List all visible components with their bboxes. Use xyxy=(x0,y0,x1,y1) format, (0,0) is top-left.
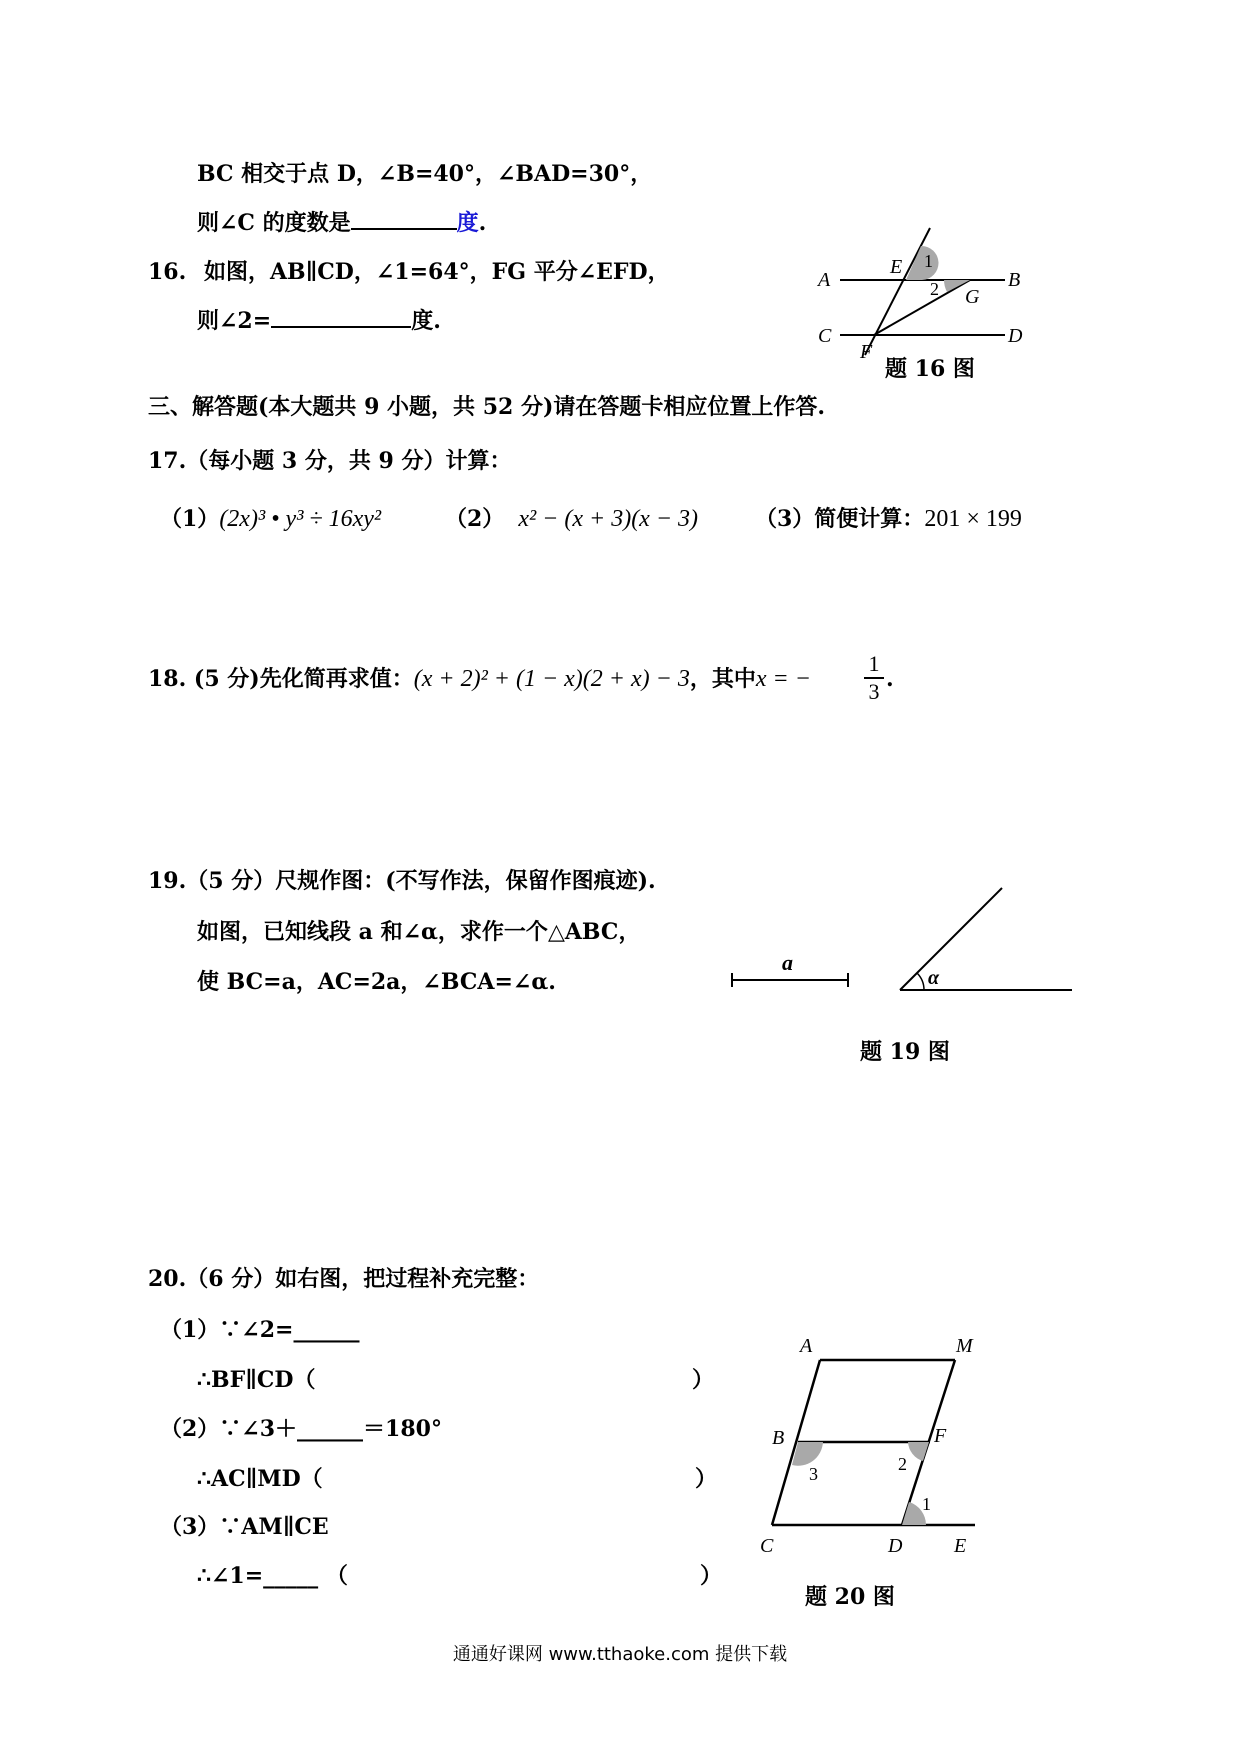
q20-p3a: （3）∵AM∥CE xyxy=(160,1514,329,1540)
q16-text: 如图，AB∥CD，∠1=64°，FG 平分∠EFD， xyxy=(203,259,670,285)
q16-num: 16. xyxy=(148,259,187,285)
q16-line2-post: 度. xyxy=(411,308,441,334)
q20-p1b xyxy=(197,1366,315,1394)
q20-p2a: （2）∵∠3＋______＝180° xyxy=(160,1416,442,1442)
q18-line xyxy=(148,665,811,693)
q16-label-b: B xyxy=(1008,269,1021,291)
q15-line2-pre: 则∠C 的度数是 xyxy=(197,210,351,236)
q17-part1 xyxy=(160,505,381,533)
q16-answer-blank[interactable] xyxy=(271,306,411,328)
q15-answer-blank[interactable] xyxy=(351,208,457,230)
q20-p1a: （1）∵∠2=______ xyxy=(160,1317,360,1343)
q16-label-c: C xyxy=(818,325,832,347)
q19-head: 19.（5 分）尺规作图：(不写作法，保留作图痕迹). xyxy=(148,868,656,894)
q15-line2 xyxy=(197,208,486,237)
q19-line3: 使 BC=a，AC=2a，∠BCA=∠α. xyxy=(197,969,556,995)
q15-end: . xyxy=(478,210,487,236)
q16-line2-pre: 则∠2= xyxy=(197,308,272,334)
q20-label-a: A xyxy=(800,1335,813,1357)
section3-title: 三、解答题(本大题共 9 小题，共 52 分)请在答题卡相应位置上作答. xyxy=(148,394,826,420)
q16-caption: 题 16 图 xyxy=(885,356,975,382)
q16-angle1-mark xyxy=(906,246,939,280)
q18-end: . xyxy=(886,666,894,692)
q20-caption: 题 20 图 xyxy=(805,1584,895,1610)
q18-frac-num: 1 xyxy=(868,651,880,676)
q17-p1-label: （1） xyxy=(160,506,220,532)
q15-unit: 度 xyxy=(456,210,479,236)
q19-angle-arm xyxy=(900,888,1002,990)
q15-line1: BC 相交于点 D，∠B=40°，∠BAD=30°， xyxy=(197,161,653,187)
q17-p2-expr: x² − (x + 3)(x − 3) xyxy=(518,506,699,532)
q19-figure xyxy=(720,870,1080,1000)
q20-angle3-mark xyxy=(792,1442,823,1466)
page-footer: 通通好课网 www.tthaoke.com 提供下载 xyxy=(452,1644,788,1665)
q16-line1 xyxy=(148,258,670,286)
q20-head: 20.（6 分）如右图，把过程补充完整： xyxy=(148,1266,540,1292)
q19-line2: 如图，已知线段 a 和∠α，求作一个△ABC， xyxy=(197,919,641,945)
q17-part2 xyxy=(445,505,698,533)
q17-p2-label: （2） xyxy=(445,506,505,532)
q18-expr: (x + 2)² + (1 − x)(2 + x) − 3 xyxy=(413,666,690,692)
q17-p3-expr: 201 × 199 xyxy=(924,506,1022,532)
q16-label-e: E xyxy=(890,256,903,278)
q20-figure xyxy=(750,1330,1010,1560)
q19-angle-arc xyxy=(917,973,924,990)
q19-caption: 题 19 图 xyxy=(860,1039,950,1065)
q17-p1-expr: (2x)³ • y³ ÷ 16xy² xyxy=(219,506,382,532)
q20-p2b: ∴AC∥MD（ xyxy=(197,1466,323,1492)
q20-angle2-mark xyxy=(908,1442,929,1461)
q16-label-f: F xyxy=(860,341,873,363)
q20-p3b: ∴∠1=_____ （ xyxy=(197,1563,348,1589)
q20-label-m: M xyxy=(956,1335,973,1357)
q20-label-1: 1 xyxy=(922,1494,931,1514)
q16-label-d: D xyxy=(1008,325,1023,347)
q20-label-e: E xyxy=(954,1535,967,1557)
q17-p3-label: （3）简便计算： xyxy=(755,506,925,532)
q20-label-d: D xyxy=(888,1535,903,1557)
q20-label-f: F xyxy=(934,1425,947,1447)
q20-label-b: B xyxy=(772,1427,785,1449)
q16-label-2: 2 xyxy=(930,279,939,299)
q18-frac-den: 3 xyxy=(868,679,880,704)
q16-label-a: A xyxy=(818,269,831,291)
q18-mid: ，其中 xyxy=(689,666,756,692)
q16-label-1: 1 xyxy=(924,251,933,271)
q20-p2b-close: ） xyxy=(695,1466,718,1492)
q17-part3 xyxy=(755,505,1022,533)
q19-segment-label: a xyxy=(782,950,793,975)
q20-p3b-close: ） xyxy=(700,1563,723,1589)
q16-label-g: G xyxy=(965,286,980,308)
q18-fraction xyxy=(864,652,884,704)
q17-head: 17.（每小题 3 分，共 9 分）计算： xyxy=(148,448,512,474)
q16-figure xyxy=(810,225,1040,365)
q18-head: 18. (5 分)先化简再求值： xyxy=(148,666,414,692)
q18-cond: x = − xyxy=(755,666,811,692)
q16-line2 xyxy=(197,306,441,335)
q20-p1b-text: ∴BF∥CD（ xyxy=(197,1367,316,1393)
q20-p1b-close: ） xyxy=(692,1367,715,1393)
q20-label-2: 2 xyxy=(898,1454,907,1474)
q20-label-c: C xyxy=(760,1535,774,1557)
q19-angle-label: α xyxy=(928,967,940,989)
q20-label-3: 3 xyxy=(809,1464,818,1484)
